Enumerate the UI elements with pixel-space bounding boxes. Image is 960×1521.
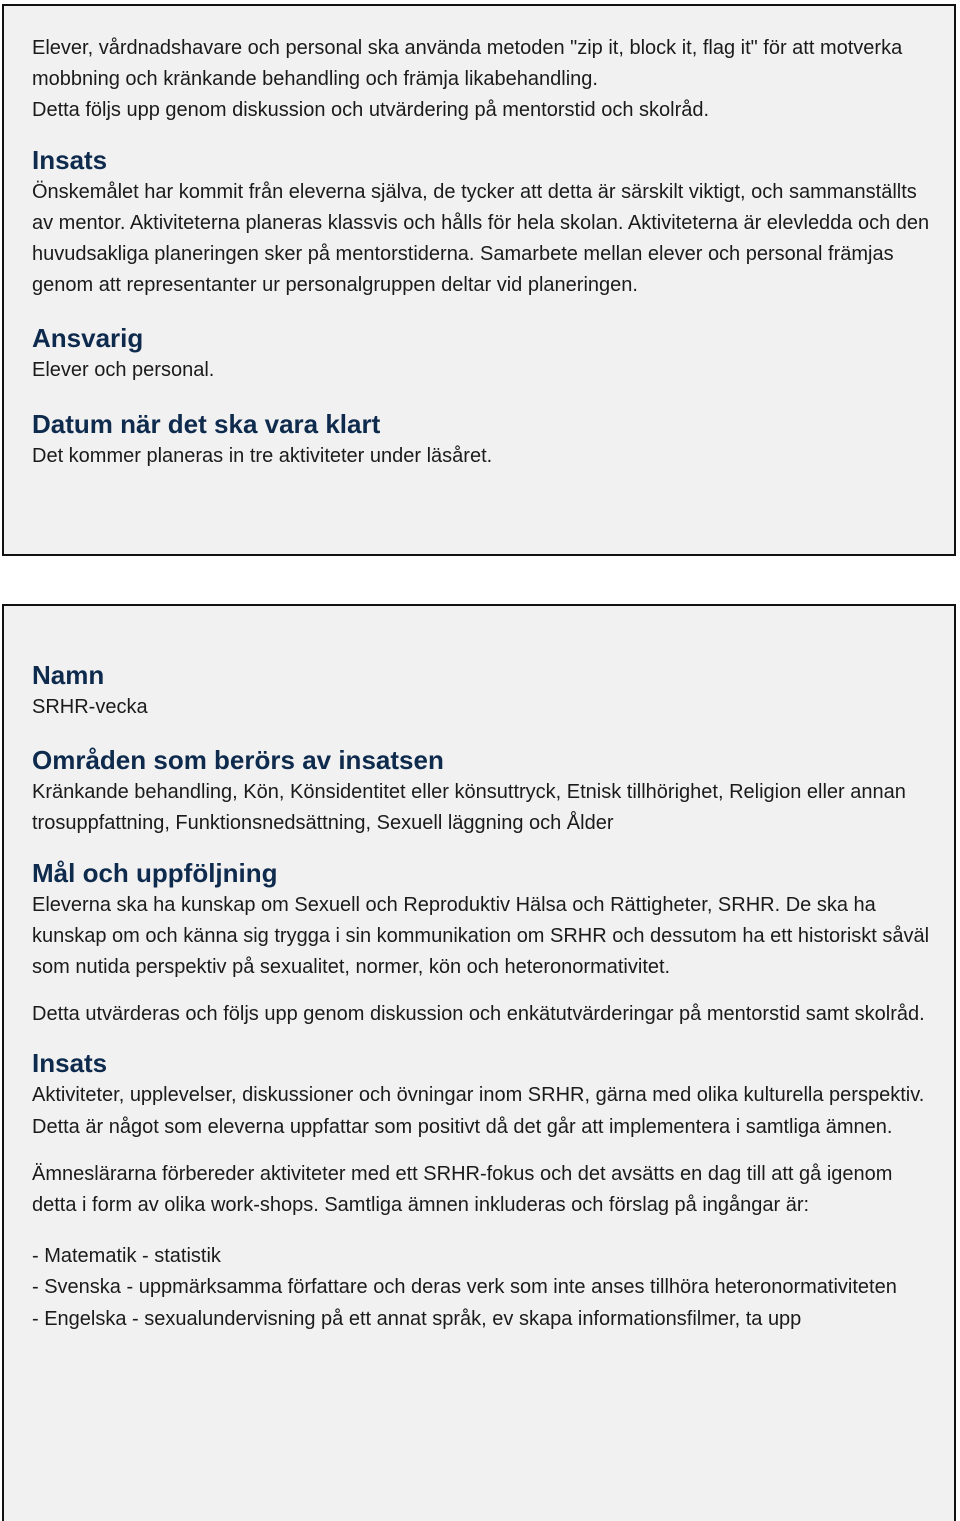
- list-item: - Engelska - sexualundervisning på ett annat språk, ev skapa informationsfilmer, ta upp: [32, 1307, 802, 1330]
- box-1-content: [32, 33, 934, 472]
- list-item: - Matematik - statistik: [32, 1245, 221, 1268]
- ansvarig-text: Elever och personal.: [32, 359, 215, 382]
- mal-text-2: Detta utvärderas och följs upp genom diskussion och enkätutvärderingar på mentorstid samt skolråd.: [32, 1003, 925, 1026]
- datum-text: Det kommer planeras in tre aktiviteter under läsåret.: [32, 444, 493, 467]
- box-2-content: [32, 658, 934, 1335]
- intro-paragraph-2: Detta följs upp genom diskussion och utvärdering på mentorstid och skolråd.: [32, 99, 710, 122]
- subject-suggestions-list: [32, 1241, 934, 1335]
- action-plan-box-2: [2, 604, 956, 1521]
- mal-text-1: Eleverna ska ha kunskap om Sexuell och Reproduktiv Hälsa och Rättigheter, SRHR. De ska ha kunskap om och känna sig trygga i sin kommunikation om SRHR och dessutom ha ett historiskt såväl som nutida perspektiv på sexualitet, normer, kön och heteronormativitet.: [32, 893, 930, 979]
- action-plan-box-1: [2, 4, 956, 556]
- ansvarig-heading: Ansvarig: [32, 323, 144, 354]
- mal-heading: Mål och uppföljning: [32, 857, 278, 888]
- intro-paragraph-1: Elever, vårdnadshavare och personal ska använda metoden "zip it, block it, flag it" för att motverka mobbning och kränkande behandling och främja likabehandling.: [32, 37, 903, 91]
- insats-text-1: Aktiviteter, upplevelser, diskussioner och övningar inom SRHR, gärna med olika kulturella perspektiv. Detta är något som eleverna uppfattar som positivt då det går att implementera i samtliga ämnen.: [32, 1084, 925, 1138]
- omraden-text: Kränkande behandling, Kön, Könsidentitet eller könsuttryck, Etnisk tillhörighet, Religion eller annan trosuppfattning, Funktionsnedsättning, Sexuell läggning och Ålder: [32, 781, 906, 835]
- list-item: - Svenska - uppmärksamma författare och deras verk som inte anses tillhöra heteronormativiteten: [32, 1276, 897, 1299]
- insats-text-2: Ämneslärarna förbereder aktiviteter med ett SRHR-fokus och det avsätts en dag till att gå igenom detta i form av olika work-shops. Samtliga ämnen inkluderas och förslag på ingångar är:: [32, 1162, 893, 1217]
- insats-text: Önskemålet har kommit från eleverna själva, de tycker att detta är särskilt viktigt, och sammanställts av mentor. Aktiviteterna planeras klassvis och hålls för hela skolan. Aktiviteterna är elevledda och den huvudsakliga planeringen sker på mentorstiderna. Samarbete mellan elever och personal främjas genom att representanter ur personalgruppen deltar vid planeringen.: [32, 180, 930, 297]
- namn-text: SRHR-vecka: [32, 696, 148, 718]
- datum-heading: Datum när det ska vara klart: [32, 408, 381, 439]
- insats-heading-2: Insats: [32, 1048, 108, 1079]
- namn-heading: Namn: [32, 660, 105, 690]
- omraden-heading: Områden som berörs av insatsen: [32, 745, 444, 776]
- insats-heading: Insats: [32, 144, 108, 175]
